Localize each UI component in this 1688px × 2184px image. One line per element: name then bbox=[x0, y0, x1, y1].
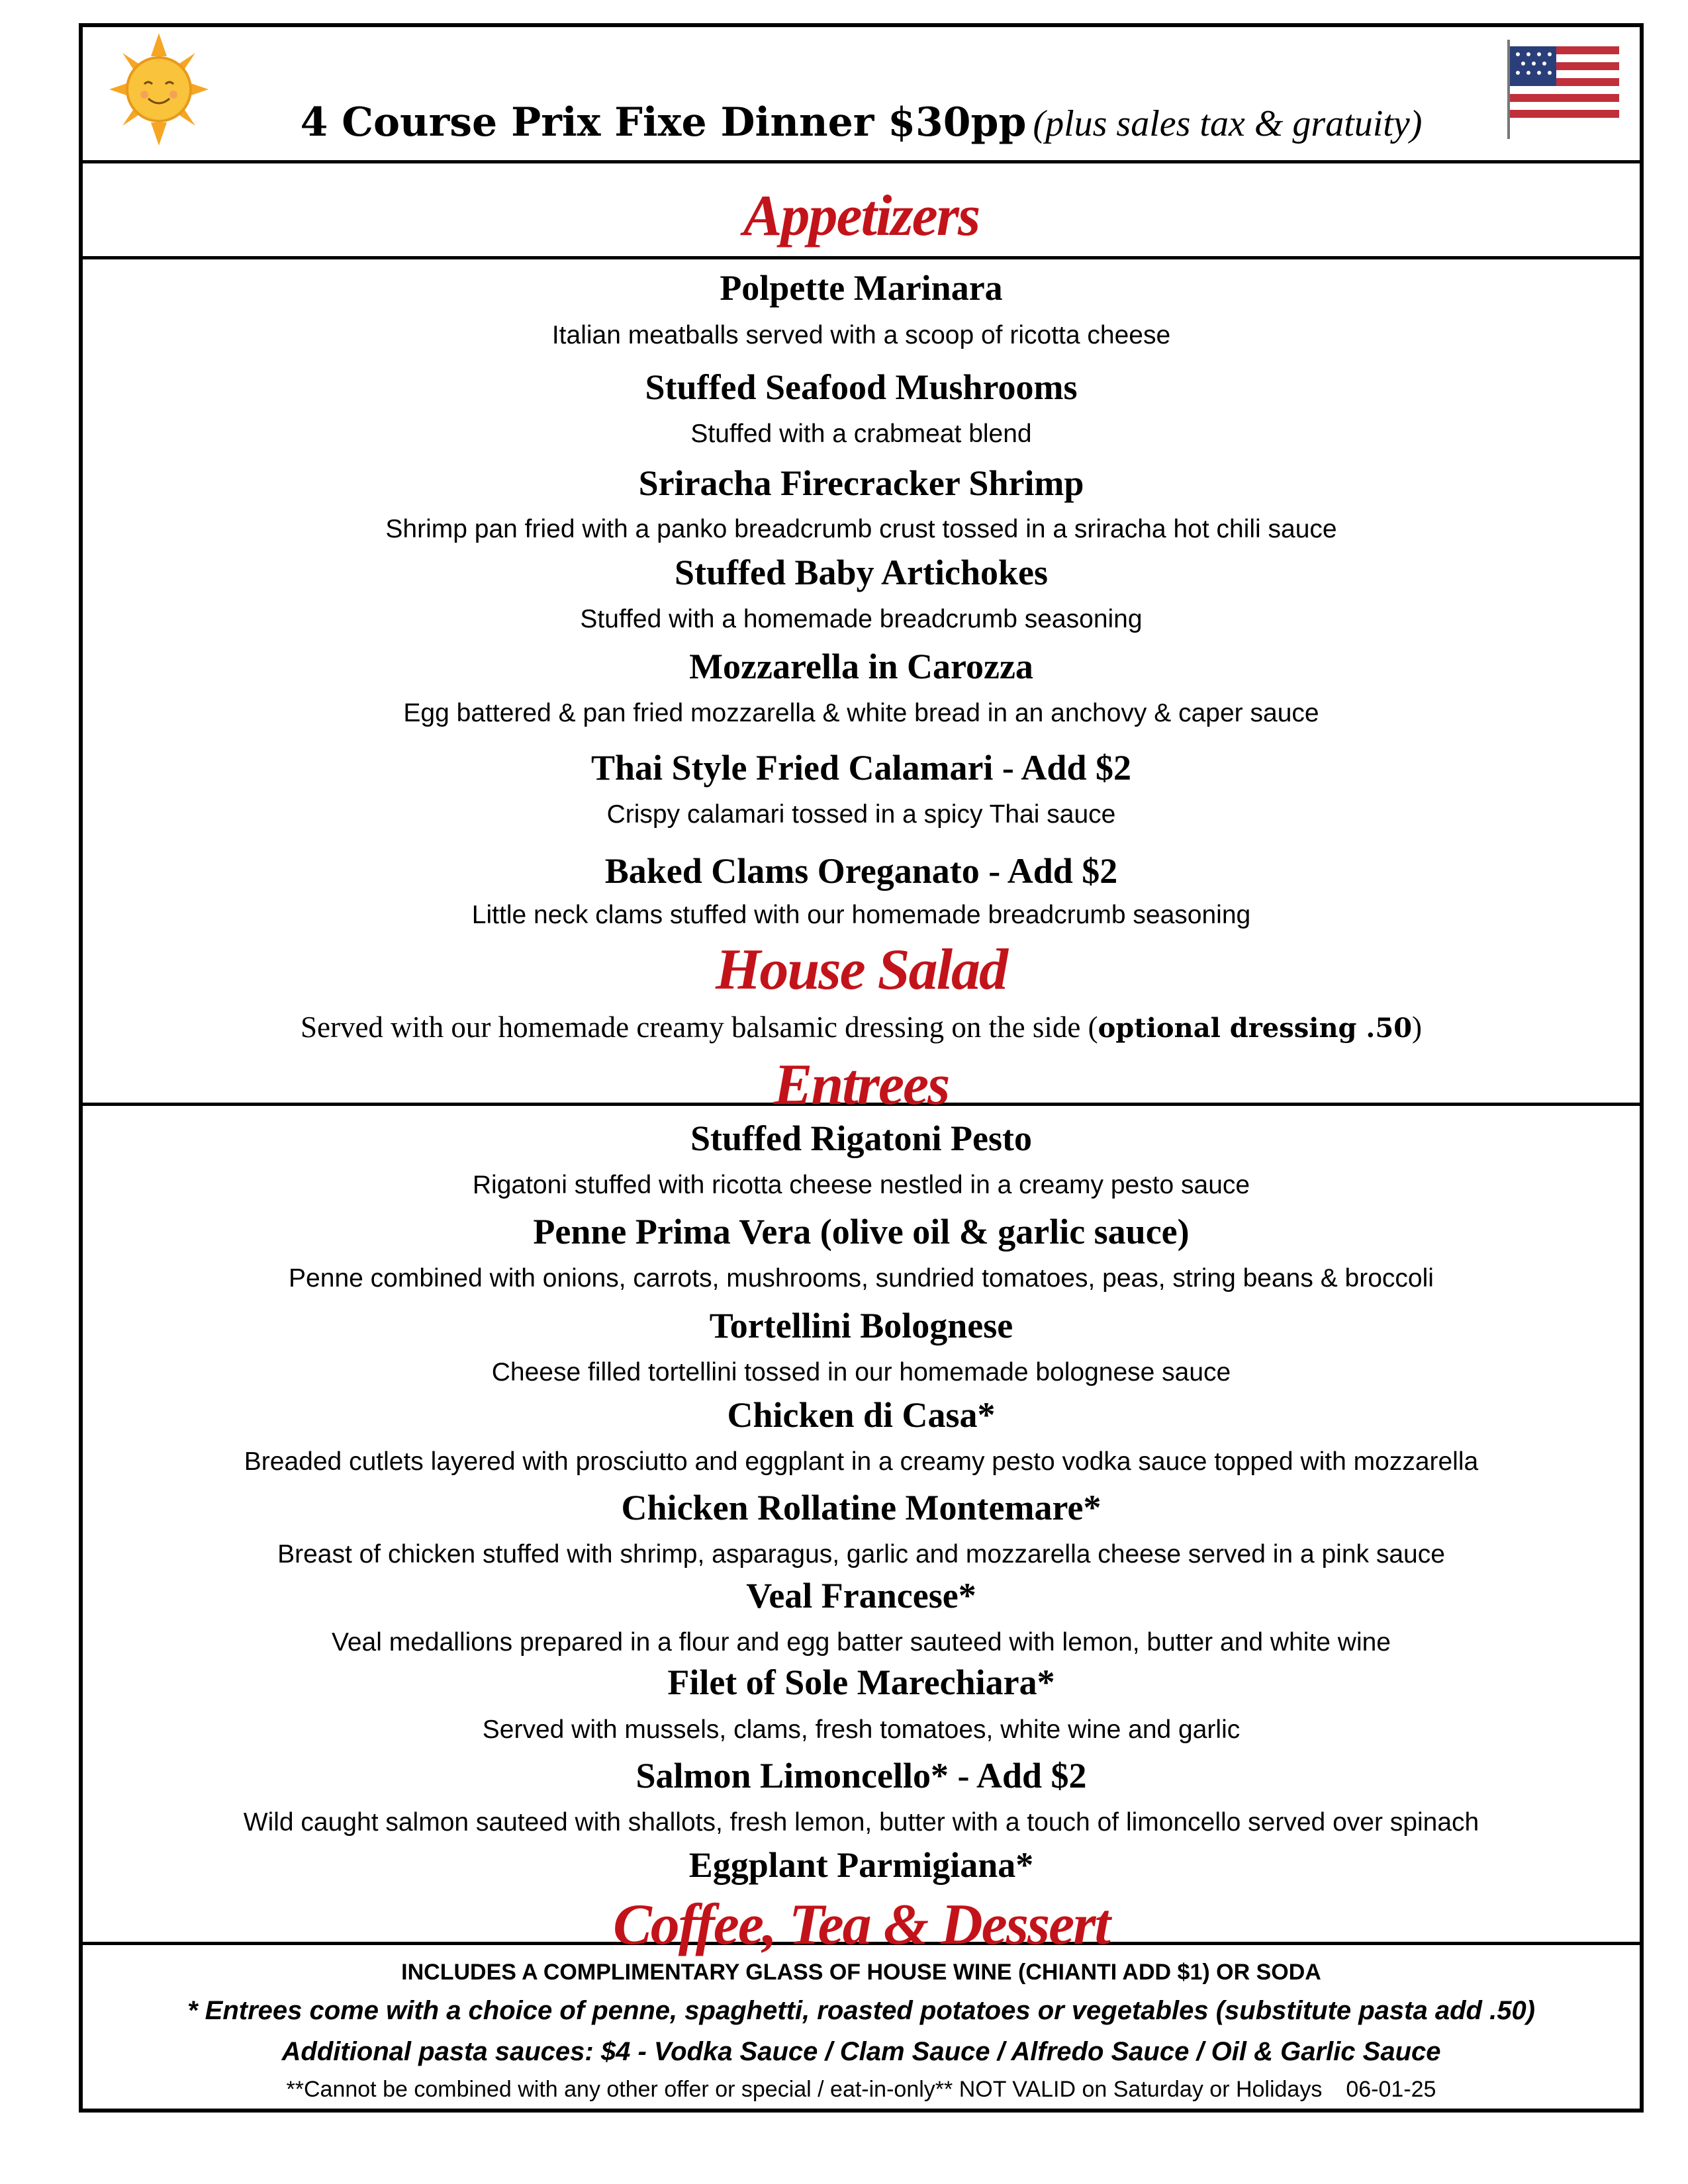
appetizer-name: Stuffed Seafood Mushrooms bbox=[645, 367, 1078, 407]
appetizer-desc: Shrimp pan fried with a panko breadcrumb crust tossed in a sriracha hot chili sauce bbox=[385, 515, 1337, 543]
footer-restrictions-text: **Cannot be combined with any other offer or special / eat-in-only** NOT VALID on Saturday or Holidays bbox=[286, 2077, 1323, 2102]
appetizer-desc: Egg battered & pan fried mozzarella & white bread in an anchovy & caper sauce bbox=[403, 699, 1319, 727]
entree-name: Chicken di Casa* bbox=[727, 1395, 996, 1435]
appetizers-heading: Appetizers bbox=[743, 184, 980, 248]
salad-desc-close: ) bbox=[1412, 1011, 1423, 1044]
appetizer-name: Stuffed Baby Artichokes bbox=[674, 553, 1049, 592]
footer-sauces-note: Additional pasta sauces: $4 - Vodka Sauce / Clam Sauce / Alfredo Sauce / Oil & Garlic Sauce bbox=[281, 2037, 1441, 2066]
footer-date: 06-01-25 bbox=[1346, 2077, 1436, 2102]
entree-name: Tortellini Bolognese bbox=[709, 1306, 1013, 1345]
entree-name: Eggplant Parmigiana* bbox=[688, 1845, 1034, 1885]
entree-name: Penne Prima Vera (olive oil & garlic sauce) bbox=[533, 1212, 1190, 1251]
entree-desc: Rigatoni stuffed with ricotta cheese nestled in a creamy pesto sauce bbox=[472, 1171, 1250, 1199]
footer-sides-note: * Entrees come with a choice of penne, spaghetti, roasted potatoes or vegetables (substitute pasta add .50) bbox=[187, 1996, 1536, 2025]
entree-desc: Veal medallions prepared in a flour and egg batter sauteed with lemon, butter and white wine bbox=[331, 1628, 1391, 1657]
salad-dressing-price: optional dressing .50 bbox=[1098, 1013, 1413, 1044]
entree-name: Stuffed Rigatoni Pesto bbox=[690, 1118, 1032, 1158]
entree-desc: Wild caught salmon sauteed with shallots, fresh lemon, butter with a touch of limoncello served over spinach bbox=[243, 1808, 1479, 1837]
entree-name: Chicken Rollatine Montemare* bbox=[621, 1488, 1102, 1527]
entree-desc: Breaded cutlets layered with prosciutto and eggplant in a creamy pesto vodka sauce topped with mozzarella bbox=[244, 1447, 1479, 1476]
footer-restrictions bbox=[79, 2078, 1644, 2101]
house-salad-heading: House Salad bbox=[715, 938, 1008, 1002]
appetizer-desc: Stuffed with a crabmeat blend bbox=[690, 420, 1032, 448]
menu-price-note: (plus sales tax & gratuity) bbox=[1033, 103, 1423, 144]
appetizer-name: Polpette Marinara bbox=[720, 268, 1003, 308]
menu-title: 4 Course Prix Fixe Dinner $30pp bbox=[300, 99, 1027, 146]
house-salad-desc bbox=[79, 1013, 1644, 1042]
menu-header bbox=[79, 99, 1644, 146]
appetizer-name: Mozzarella in Carozza bbox=[689, 647, 1033, 686]
entree-desc: Penne combined with onions, carrots, mushrooms, sundried tomatoes, peas, string beans & broccoli bbox=[289, 1264, 1434, 1293]
entree-desc: Breast of chicken stuffed with shrimp, asparagus, garlic and mozzarella cheese served in a pink sauce bbox=[277, 1540, 1445, 1569]
appetizer-name: Baked Clams Oreganato - Add $2 bbox=[604, 851, 1118, 891]
entree-desc: Cheese filled tortellini tossed in our homemade bolognese sauce bbox=[491, 1358, 1231, 1387]
appetizer-desc: Italian meatballs served with a scoop of ricotta cheese bbox=[551, 321, 1171, 349]
appetizers-divider bbox=[79, 256, 1644, 259]
entrees-heading: Entrees bbox=[773, 1053, 949, 1117]
salad-desc-text: Served with our homemade creamy balsamic dressing on the side ( bbox=[300, 1011, 1098, 1044]
appetizer-desc: Stuffed with a homemade breadcrumb seasoning bbox=[580, 605, 1143, 633]
entree-desc: Served with mussels, clams, fresh tomatoes, white wine and garlic bbox=[482, 1715, 1241, 1744]
dessert-heading: Coffee, Tea & Dessert bbox=[613, 1893, 1109, 1957]
appetizer-name: Sriracha Firecracker Shrimp bbox=[638, 463, 1084, 503]
appetizer-desc: Little neck clams stuffed with our homemade breadcrumb seasoning bbox=[471, 901, 1251, 929]
entree-name: Salmon Limoncello* - Add $2 bbox=[635, 1756, 1087, 1796]
footer-wine-note: INCLUDES A COMPLIMENTARY GLASS OF HOUSE WINE (CHIANTI ADD $1) OR SODA bbox=[401, 1960, 1321, 1985]
header-divider bbox=[79, 160, 1644, 163]
appetizer-desc: Crispy calamari tossed in a spicy Thai sauce bbox=[606, 800, 1116, 829]
entree-name: Veal Francese* bbox=[746, 1576, 976, 1615]
appetizer-name: Thai Style Fried Calamari - Add $2 bbox=[590, 748, 1131, 788]
entree-name: Filet of Sole Marechiara* bbox=[667, 1662, 1055, 1702]
